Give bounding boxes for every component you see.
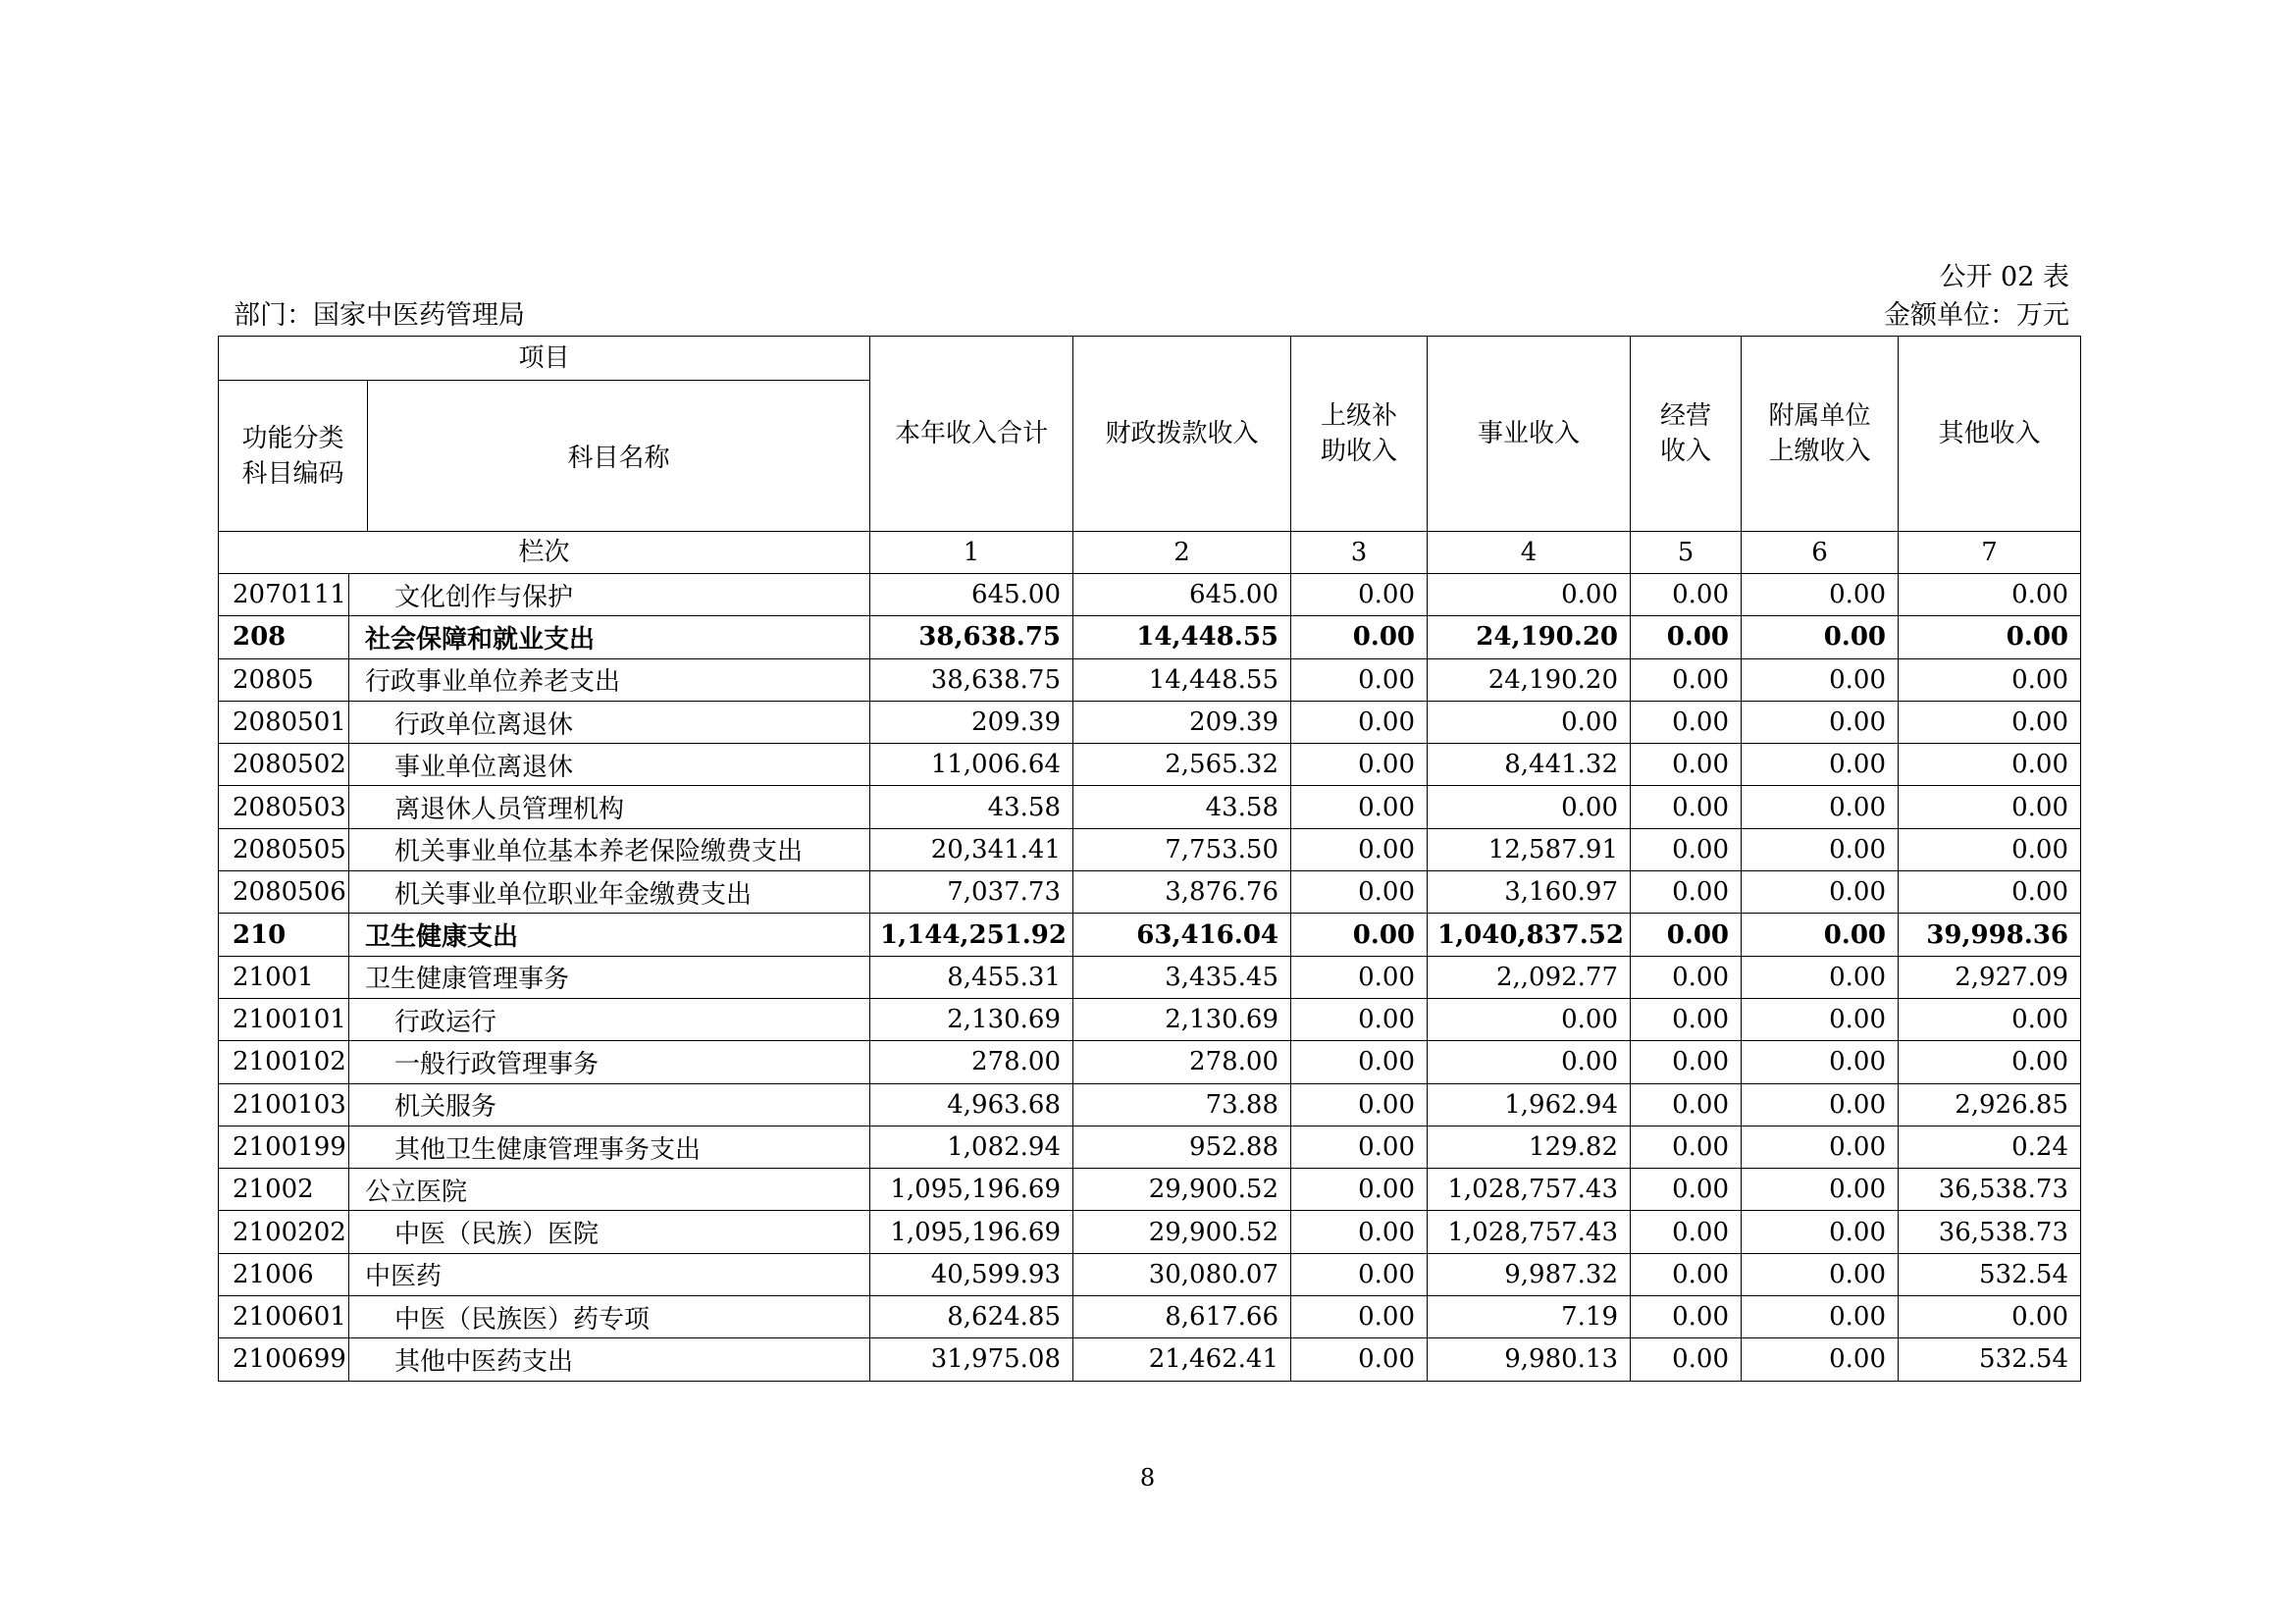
row-value-col3: 0.00 [1291,1253,1428,1295]
row-value-col5: 0.00 [1631,956,1742,998]
row-value-col2: 14,448.55 [1073,616,1291,658]
row-value-col3: 0.00 [1291,701,1428,743]
name-header: 科目名称 [567,444,670,473]
row-value-col2: 2,565.32 [1073,744,1291,786]
row-value-col5: 0.00 [1631,1083,1742,1126]
row-value-col7: 0.00 [1899,1041,2081,1083]
table-row [219,701,2081,743]
row-value-col4: 0.00 [1428,574,1631,616]
row-value-col2: 14,448.55 [1073,658,1291,701]
row-value-col1: 7,037.73 [870,871,1073,914]
row-value-col3: 0.00 [1291,1041,1428,1083]
page-number: 8 [1139,1464,1156,1492]
row-value-col5: 0.00 [1631,744,1742,786]
row-code: 2100199 [219,1126,349,1168]
row-value-col5: 0.00 [1631,1338,1742,1381]
row-value-col1: 31,975.08 [870,1338,1073,1381]
row-code: 2080502 [219,744,349,786]
row-value-col2: 2,130.69 [1073,998,1291,1040]
row-value-col2: 29,900.52 [1073,1211,1291,1253]
row-value-col6: 0.00 [1742,828,1899,870]
row-value-col1: 1,095,196.69 [870,1169,1073,1211]
row-value-col3: 0.00 [1291,1211,1428,1253]
row-name: 中医药 [349,1253,870,1295]
table-row [219,1041,2081,1083]
col-num-3: 3 [1291,532,1428,574]
row-code: 2080501 [219,701,349,743]
income-budget-table [218,336,2081,1382]
row-value-col1: 43.58 [870,786,1073,828]
table-row [219,658,2081,701]
code-header [219,381,368,531]
row-value-col1: 38,638.75 [870,658,1073,701]
row-value-col7: 0.00 [1899,658,2081,701]
row-name: 其他卫生健康管理事务支出 [349,1126,870,1168]
row-code: 21001 [219,956,349,998]
row-name: 中医（民族医）药专项 [349,1296,870,1338]
col5-header-line2: 收入 [1660,437,1712,466]
row-code: 2100101 [219,998,349,1040]
row-value-col3: 0.00 [1291,1169,1428,1211]
row-value-col5: 0.00 [1631,786,1742,828]
row-value-col6: 0.00 [1742,914,1899,956]
table-row [219,616,2081,658]
row-value-col1: 278.00 [870,1041,1073,1083]
row-value-col1: 8,455.31 [870,956,1073,998]
row-name: 行政运行 [349,998,870,1040]
row-value-col6: 0.00 [1742,574,1899,616]
row-value-col3: 0.00 [1291,1338,1428,1381]
row-value-col3: 0.00 [1291,998,1428,1040]
col1-header: 本年收入合计 [870,337,1073,532]
col4-header: 事业收入 [1428,337,1631,532]
row-value-col6: 0.00 [1742,616,1899,658]
col-num-5: 5 [1631,532,1742,574]
row-value-col6: 0.00 [1742,701,1899,743]
row-name: 中医（民族）医院 [349,1211,870,1253]
col6-header-line1: 附属单位 [1768,401,1871,431]
row-value-col3: 0.00 [1291,871,1428,914]
row-value-col1: 645.00 [870,574,1073,616]
row-value-col4: 1,962.94 [1428,1083,1631,1126]
table-row [219,1211,2081,1253]
row-value-col1: 1,144,251.92 [870,914,1073,956]
row-value-col7: 39,998.36 [1899,914,2081,956]
row-value-col1: 8,624.85 [870,1296,1073,1338]
table-row [219,1083,2081,1126]
row-value-col6: 0.00 [1742,786,1899,828]
row-value-col7: 2,926.85 [1899,1083,2081,1126]
row-value-col4: 129.82 [1428,1126,1631,1168]
row-value-col5: 0.00 [1631,701,1742,743]
row-value-col5: 0.00 [1631,1211,1742,1253]
table-header-row [219,337,2081,532]
row-name: 机关事业单位基本养老保险缴费支出 [349,828,870,870]
row-value-col7: 0.24 [1899,1126,2081,1168]
row-value-col3: 0.00 [1291,786,1428,828]
row-name: 机关事业单位职业年金缴费支出 [349,871,870,914]
row-value-col5: 0.00 [1631,616,1742,658]
row-value-col5: 0.00 [1631,998,1742,1040]
code-header-line1: 功能分类 [241,423,344,453]
col3-header-line2: 助收入 [1321,437,1398,466]
col-num-7: 7 [1899,532,2081,574]
row-value-col1: 1,095,196.69 [870,1211,1073,1253]
table-row [219,786,2081,828]
row-name: 文化创作与保护 [349,574,870,616]
col5-header [1631,337,1742,532]
row-code: 20805 [219,658,349,701]
table-row [219,1338,2081,1381]
row-name: 卫生健康支出 [349,914,870,956]
col6-header-line2: 上缴收入 [1768,437,1871,466]
col3-header [1291,337,1428,532]
row-value-col6: 0.00 [1742,1126,1899,1168]
table-row [219,828,2081,870]
row-code: 2080505 [219,828,349,870]
row-value-col6: 0.00 [1742,956,1899,998]
row-name: 卫生健康管理事务 [349,956,870,998]
row-name: 一般行政管理事务 [349,1041,870,1083]
row-value-col7: 0.00 [1899,616,2081,658]
row-name: 其他中医药支出 [349,1338,870,1381]
row-value-col5: 0.00 [1631,1253,1742,1295]
row-value-col6: 0.00 [1742,1083,1899,1126]
row-value-col2: 3,435.45 [1073,956,1291,998]
row-value-col7: 0.00 [1899,1296,2081,1338]
department-label: 部门：国家中医药管理局 [234,300,525,331]
row-code: 2100103 [219,1083,349,1126]
row-label-cell: 栏次 [219,532,870,574]
row-value-col7: 0.00 [1899,574,2081,616]
table-row [219,744,2081,786]
row-value-col7: 0.00 [1899,744,2081,786]
row-value-col4: 0.00 [1428,701,1631,743]
row-value-col4: 9,980.13 [1428,1338,1631,1381]
table-row [219,1253,2081,1295]
row-value-col7: 2,927.09 [1899,956,2081,998]
row-value-col1: 209.39 [870,701,1073,743]
row-value-col3: 0.00 [1291,956,1428,998]
item-header-cell [219,337,870,532]
row-value-col3: 0.00 [1291,828,1428,870]
row-value-col6: 0.00 [1742,871,1899,914]
row-value-col4: 1,028,757.43 [1428,1211,1631,1253]
row-value-col1: 20,341.41 [870,828,1073,870]
row-value-col5: 0.00 [1631,828,1742,870]
code-header-line2: 科目编码 [241,458,344,489]
row-code: 2100601 [219,1296,349,1338]
col-num-2: 2 [1073,532,1291,574]
row-value-col3: 0.00 [1291,1296,1428,1338]
row-value-col5: 0.00 [1631,1169,1742,1211]
amount-unit-label: 金额单位：万元 [1884,300,2069,331]
col5-header-line1: 经营 [1660,401,1712,431]
form-number: 公开 02 表 [1939,262,2069,292]
item-header: 项目 [219,337,869,381]
row-value-col3: 0.00 [1291,744,1428,786]
col6-header [1742,337,1899,532]
row-value-col7: 532.54 [1899,1338,2081,1381]
row-value-col4: 0.00 [1428,1041,1631,1083]
table-row [219,1169,2081,1211]
row-value-col2: 63,416.04 [1073,914,1291,956]
row-value-col7: 0.00 [1899,786,2081,828]
row-value-col5: 0.00 [1631,574,1742,616]
col-num-1: 1 [870,532,1073,574]
row-value-col5: 0.00 [1631,1296,1742,1338]
table-row [219,1126,2081,1168]
row-name: 行政单位离退休 [349,701,870,743]
col-num-4: 4 [1428,532,1631,574]
row-value-col3: 0.00 [1291,616,1428,658]
row-value-col6: 0.00 [1742,1296,1899,1338]
row-value-col4: 12,587.91 [1428,828,1631,870]
row-name: 公立医院 [349,1169,870,1211]
row-value-col3: 0.00 [1291,658,1428,701]
row-code: 2070111 [219,574,349,616]
table-body [219,574,2081,1382]
row-value-col4: 2,,092.77 [1428,956,1631,998]
row-value-col2: 209.39 [1073,701,1291,743]
row-value-col3: 0.00 [1291,1083,1428,1126]
table-row [219,914,2081,956]
row-value-col4: 0.00 [1428,786,1631,828]
table-row [219,871,2081,914]
row-name: 社会保障和就业支出 [349,616,870,658]
row-value-col7: 0.00 [1899,871,2081,914]
row-value-col2: 43.58 [1073,786,1291,828]
col-num-6: 6 [1742,532,1899,574]
row-code: 2080503 [219,786,349,828]
row-value-col4: 1,028,757.43 [1428,1169,1631,1211]
row-code: 2100202 [219,1211,349,1253]
row-value-col5: 0.00 [1631,1041,1742,1083]
table-row [219,998,2081,1040]
row-value-col7: 0.00 [1899,998,2081,1040]
row-value-col1: 38,638.75 [870,616,1073,658]
column-number-row [219,532,2081,574]
row-value-col2: 3,876.76 [1073,871,1291,914]
row-value-col3: 0.00 [1291,574,1428,616]
row-value-col6: 0.00 [1742,1169,1899,1211]
row-value-col4: 7.19 [1428,1296,1631,1338]
row-value-col4: 3,160.97 [1428,871,1631,914]
row-value-col4: 8,441.32 [1428,744,1631,786]
row-value-col4: 1,040,837.52 [1428,914,1631,956]
row-value-col7: 0.00 [1899,828,2081,870]
row-value-col7: 36,538.73 [1899,1211,2081,1253]
row-code: 2100699 [219,1338,349,1381]
row-value-col2: 73.88 [1073,1083,1291,1126]
row-value-col5: 0.00 [1631,1126,1742,1168]
row-name: 行政事业单位养老支出 [349,658,870,701]
row-value-col1: 1,082.94 [870,1126,1073,1168]
row-value-col4: 0.00 [1428,998,1631,1040]
row-code: 210 [219,914,349,956]
row-value-col6: 0.00 [1742,998,1899,1040]
row-name: 机关服务 [349,1083,870,1126]
table-row [219,574,2081,616]
row-code: 2100102 [219,1041,349,1083]
row-value-col4: 24,190.20 [1428,658,1631,701]
row-value-col1: 11,006.64 [870,744,1073,786]
row-value-col1: 40,599.93 [870,1253,1073,1295]
table-row [219,1296,2081,1338]
row-value-col6: 0.00 [1742,1041,1899,1083]
row-code: 208 [219,616,349,658]
row-value-col6: 0.00 [1742,658,1899,701]
row-value-col2: 21,462.41 [1073,1338,1291,1381]
row-value-col5: 0.00 [1631,658,1742,701]
row-value-col1: 4,963.68 [870,1083,1073,1126]
row-value-col5: 0.00 [1631,914,1742,956]
row-value-col2: 29,900.52 [1073,1169,1291,1211]
row-value-col6: 0.00 [1742,1338,1899,1381]
row-value-col2: 278.00 [1073,1041,1291,1083]
col7-header: 其他收入 [1899,337,2081,532]
row-value-col3: 0.00 [1291,914,1428,956]
row-value-col6: 0.00 [1742,1211,1899,1253]
row-code: 2080506 [219,871,349,914]
row-value-col7: 532.54 [1899,1253,2081,1295]
table-row [219,956,2081,998]
row-code: 21002 [219,1169,349,1211]
row-value-col2: 645.00 [1073,574,1291,616]
row-value-col1: 2,130.69 [870,998,1073,1040]
row-value-col4: 9,987.32 [1428,1253,1631,1295]
row-value-col7: 0.00 [1899,701,2081,743]
row-value-col2: 8,617.66 [1073,1296,1291,1338]
row-name: 事业单位离退休 [349,744,870,786]
row-value-col2: 30,080.07 [1073,1253,1291,1295]
row-code: 21006 [219,1253,349,1295]
row-value-col4: 24,190.20 [1428,616,1631,658]
col3-header-line1: 上级补 [1321,401,1398,431]
row-value-col5: 0.00 [1631,871,1742,914]
row-value-col6: 0.00 [1742,744,1899,786]
col2-header: 财政拨款收入 [1073,337,1291,532]
row-value-col2: 7,753.50 [1073,828,1291,870]
row-value-col6: 0.00 [1742,1253,1899,1295]
row-value-col3: 0.00 [1291,1126,1428,1168]
row-name: 离退休人员管理机构 [349,786,870,828]
row-value-col7: 36,538.73 [1899,1169,2081,1211]
row-value-col2: 952.88 [1073,1126,1291,1168]
